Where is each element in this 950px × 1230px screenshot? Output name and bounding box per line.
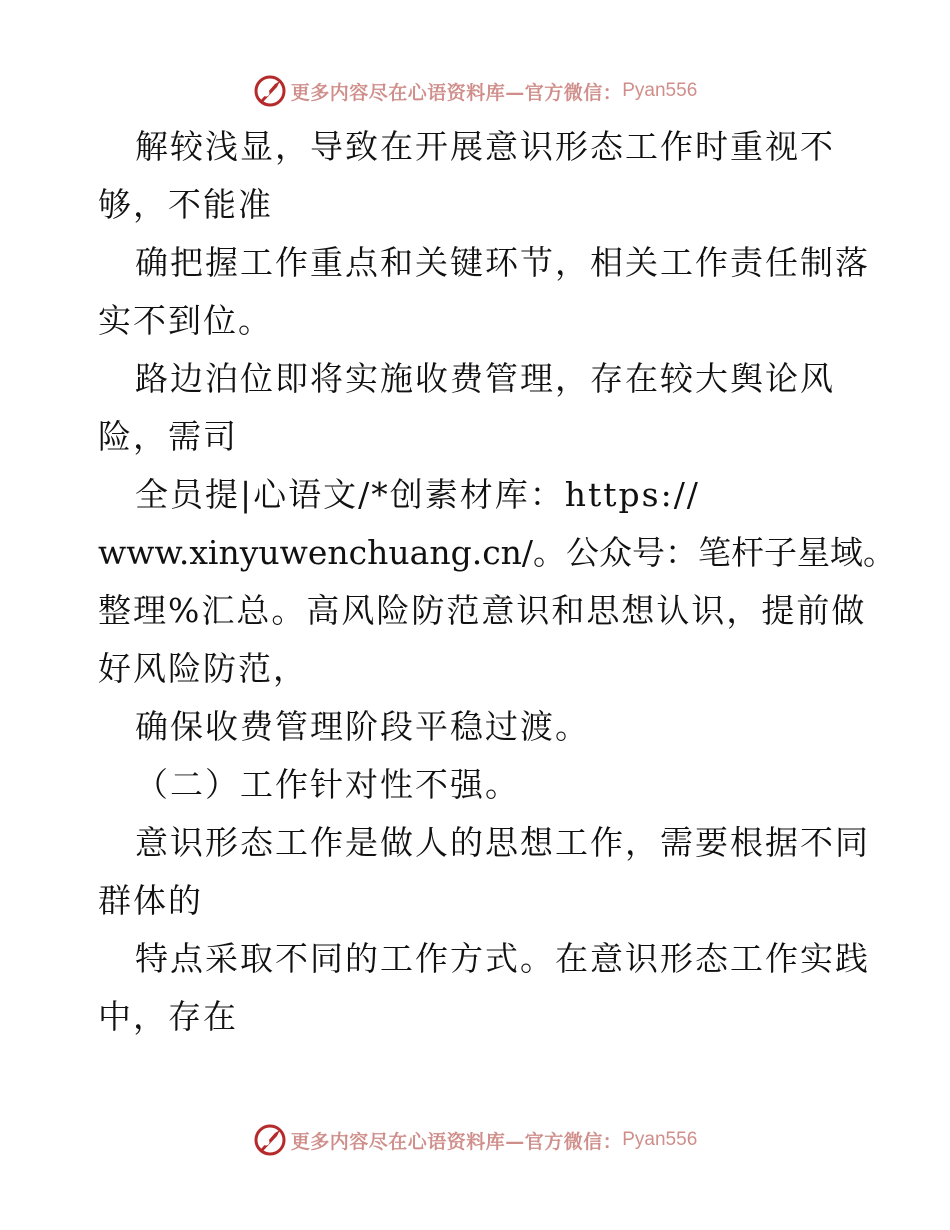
text-line: 中，存在 — [98, 997, 238, 1036]
text-line: 险，需司 — [98, 417, 238, 456]
text-line: 意识形态工作是做人的思想工作，需要根据不同 — [135, 823, 870, 862]
footer-wechat-id: Pyan556 — [622, 1129, 698, 1150]
text-line: 好风险防范， — [98, 649, 308, 688]
text-line: www.xinyuwenchuang.cn/。公众号：笔杆子星域。 — [98, 533, 897, 572]
text-line: 路边泊位即将实施收费管理，存在较大舆论风 — [135, 359, 835, 398]
text-line: 确保收费管理阶段平稳过渡。 — [135, 707, 590, 746]
section-heading: （二）工作针对性不强。 — [135, 765, 520, 804]
text-line: 整理%汇总。高风险防范意识和思想认识，提前做 — [98, 591, 867, 630]
quill-logo-icon — [253, 1123, 287, 1157]
text-line: 全员提|心语文/*创素材库：https:// — [135, 475, 700, 514]
text-line: 够，不能准 — [98, 185, 273, 224]
header-banner-text: 更多内容尽在心语资料库—官方微信： — [290, 81, 623, 104]
header-banner — [0, 71, 950, 111]
header-wechat-id: Pyan556 — [622, 80, 698, 101]
document-body — [98, 118, 897, 1046]
text-line: 确把握工作重点和关键环节，相关工作责任制落 — [135, 243, 870, 282]
quill-logo-icon — [253, 74, 287, 108]
footer-banner — [0, 1120, 950, 1160]
footer-banner-text: 更多内容尽在心语资料库—官方微信： — [290, 1130, 623, 1153]
text-line: 实不到位。 — [98, 301, 273, 340]
text-line: 解较浅显，导致在开展意识形态工作时重视不 — [135, 127, 835, 166]
text-line: 群体的 — [98, 881, 203, 920]
text-line: 特点采取不同的工作方式。在意识形态工作实践 — [135, 939, 870, 978]
